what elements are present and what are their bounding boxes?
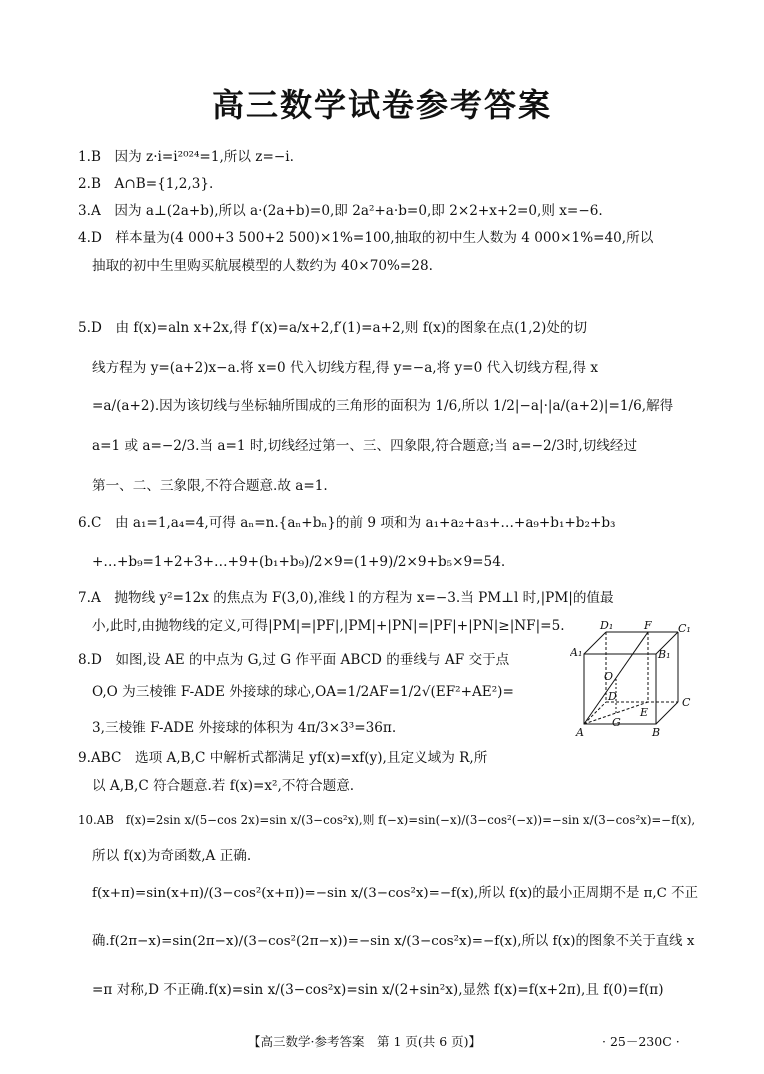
page-title: 高三数学试卷参考答案 [211,86,552,124]
answer-line: a=1 或 a=−2/3.当 a=1 时,切线经过第一、三、四象限,符合题意;当 a=−2/3时,切线经过 [92,438,638,454]
answer-line: 第一、二、三象限,不符合题意.故 a=1. [92,478,328,494]
answer-line: =π 对称,D 不正确.f(x)=sin x/(3−cos²x)=sin x/(2+sin²x),显然 f(x)=f(x+2π),且 f(0)=f(π) [92,982,664,998]
label-C1: C₁ [678,622,691,635]
exam-code: · 25－230C · [602,1034,680,1049]
answer-line: 7.A 抛物线 y²=12x 的焦点为 F(3,0),准线 l 的方程为 x=−3.当 PM⊥l 时,|PM|的值最 [78,590,614,606]
label-A1: A₁ [570,646,583,659]
label-D1: D₁ [600,619,614,632]
label-C: C [682,696,691,709]
answer-line: 9.ABC 选项 A,B,C 中解析式都满足 yf(x)=xf(y),且定义域为 R,所 [78,750,488,766]
answer-line: +…+b₉=1+2+3+…+9+(b₁+b₉)/2×9=(1+9)/2×9+b₅×9=54. [92,554,506,570]
answer-line: 以 A,B,C 符合题意.若 f(x)=x²,不符合题意. [92,778,355,794]
label-G: G [612,716,621,729]
label-A: A [576,726,584,738]
answer-line: 3,三棱锥 F-ADE 外接球的体积为 4π/3×3³=36π. [92,720,397,736]
answer-line: f(x+π)=sin(x+π)/(3−cos²(x+π))=−sin x/(3−cos²x)=−f(x),所以 f(x)的最小正周期不是 π,C 不正 [92,886,698,901]
answer-line: 小,此时,由抛物线的定义,可得|PM|=|PF|,|PM|+|PN|=|PF|+|PN|≥|NF|=5. [92,618,565,634]
answer-line: 3.A 因为 a⊥(2a+b),所以 a·(2a+b)=0,即 2a²+a·b=0,即 2×2+x+2=0,则 x=−6. [78,203,603,219]
answer-line: 2.B A∩B={1,2,3}. [78,176,214,192]
answer-line: 5.D 由 f(x)=aln x+2x,得 f′(x)=a/x+2,f′(1)=a+2,则 f(x)的图象在点(1,2)处的切 [78,320,588,336]
answer-line: O,O 为三棱锥 F-ADE 外接球的球心,OA=1/2AF=1/2√(EF²+AE²)= [92,684,514,700]
label-E: E [640,706,649,719]
answer-line: 4.D 样本量为(4 000+3 500+2 500)×1%=100,抽取的初中生人数为 4 000×1%=40,所以 [78,230,654,246]
answer-line: 所以 f(x)为奇函数,A 正确. [92,848,252,864]
answer-line: 抽取的初中生里购买航展模型的人数约为 40×70%=28. [92,258,433,274]
label-B1: B₁ [658,648,671,661]
answer-line: 1.B 因为 z·i=i²⁰²⁴=1,所以 z=−i. [78,149,294,165]
answer-line: 线方程为 y=(a+2)x−a.将 x=0 代入切线方程,得 y=−a,将 y=0 代入切线方程,得 x [92,360,599,376]
label-B: B [652,726,661,738]
answer-line: 6.C 由 a₁=1,a₄=4,可得 aₙ=n.{aₙ+bₙ}的前 9 项和为 a₁+a₂+a₃+…+a₉+b₁+b₂+b₃ [78,515,616,531]
label-D: D [608,690,617,703]
cube-figure [570,618,700,738]
page-footer: 【高三数学·参考答案 第 1 页(共 6 页)】 [248,1034,482,1049]
label-F: F [644,619,652,632]
label-O: O [604,670,614,683]
answer-line: 8.D 如图,设 AE 的中点为 G,过 G 作平面 ABCD 的垂线与 AF 交于点 [78,652,510,668]
answer-line: 10.AB f(x)=2sin x/(5−cos 2x)=sin x/(3−cos²x),则 f(−x)=sin(−x)/(3−cos²(−x))=−sin x/(3−cos²x)=−f(x), [78,813,696,827]
answer-line: 确.f(2π−x)=sin(2π−x)/(3−cos²(2π−x))=−sin x/(3−cos²x)=−f(x),所以 f(x)的图象不关于直线 x [92,934,695,949]
answer-line: =a/(a+2).因为该切线与坐标轴所围成的三角形的面积为 1/6,所以 1/2|−a|·|a/(a+2)|=1/6,解得 [92,398,674,414]
